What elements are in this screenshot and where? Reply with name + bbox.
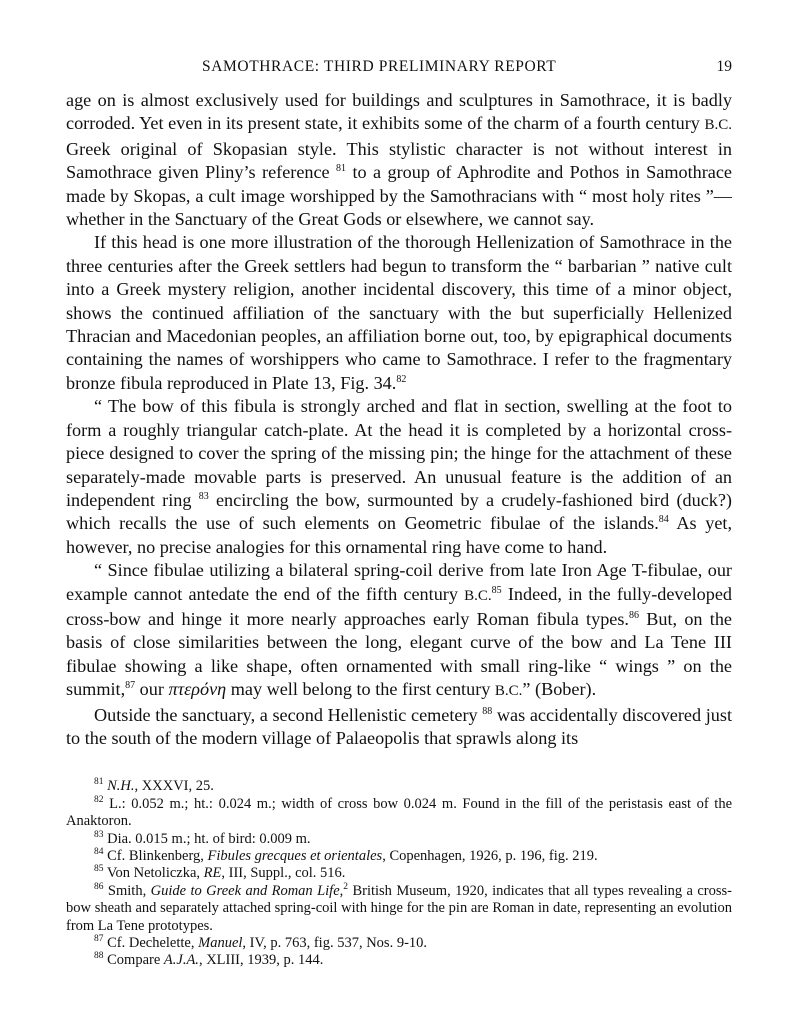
- footnote-text: , XLIII, 1939, p. 144.: [198, 952, 324, 969]
- body-text: [66, 89, 732, 750]
- footnote-83: [66, 831, 732, 848]
- footnote-text: Smith,: [107, 882, 151, 899]
- footnote-text: L.: 0.052 m.; ht.: 0.024 m.; width of cross bow 0.024 m. Found in the fill of the peristasis east of the Anaktoron.: [66, 795, 733, 830]
- footnote-text: Dia. 0.015 m.; ht. of bird: 0.009 m.: [107, 830, 311, 847]
- footnote-text: Cf. Blinkenberg,: [107, 848, 208, 864]
- footnote-text: British Museum, 1920, indicates that all types revealing a cross-bow sheath and separately attached spring-coil with hinge for the pin are Roman in date, representing an evolution from La Tene prototypes.: [66, 882, 733, 934]
- footnote-title: Guide to Greek and Roman Life,: [150, 882, 344, 899]
- footnote-ref-83[interactable]: 83: [198, 490, 209, 502]
- footnote-text: Compare: [107, 952, 164, 969]
- running-title: SAMOTHRACE: THIRD PRELIMINARY REPORT: [202, 58, 557, 75]
- page: [66, 58, 732, 970]
- footnote-ref-87[interactable]: 87: [125, 680, 136, 692]
- era-abbrev: B.C.: [464, 587, 492, 604]
- paragraph-1: age on is almost exclusively used for buildings and sculptures in Samothrace, it is badly corroded. Yet even in its present state, it exhibits some of the charm of a fourth century B.C. Greek original of Skopasian style. This stylistic character is not without interest in Samothrace given Pliny’s reference $^{81}$ to a group of Aphrodite and Pothos in Samothrace made by Skopas, a cult image worshipped by the Samothracians with “ most holy rites ”—whether in the Sanctuary of the Great Gods or elsewhere, we cannot say.: [66, 90, 733, 230]
- paragraph-4: “ Since fibulae utilizing a bilateral spring-coil derive from late Iron Age T-fibulae, our example cannot antedate the end of the fifth century B.C.$^{85}$ Indeed, in the fully-developed cross-bow and hinge it more nearly approaches early Roman fibula types.$^{86}$ But, on the basis of close similarities between the long, elegant curve of the bow and La Tene III fibulae showing a like shape, often ornamented with small ring-like “ wings ” on the summit,$^{87}$ our πτερόνη may well belong to the first century B.C.” (Bober).: [66, 560, 732, 700]
- footnote-title: N.H.: [107, 778, 135, 795]
- footnote-ref-85[interactable]: 85: [491, 584, 502, 596]
- paragraph-3: “ The bow of this fibula is strongly arched and flat in section, swelling at the foot to form a roughly triangular catch-plate. At the head it is completed by a horizontal cross-piece designed to cover the spring of the missing pin; the hinge for the attachment of these separately-made movable parts is preserved. An unusual feature is the addition of an independent ring $^{83}$ encircling the bow, surmounted by a crudely-fashioned bird (duck?) which recalls the use of such elements on Geometric fibulae of the islands.$^{84}$ As yet, however, no precise analogies for this ornamental ring have come to hand.: [66, 396, 732, 557]
- paragraph-5: Outside the sanctuary, a second Hellenistic cemetery $^{88}$ was accidentally discovered just to the south of the modern village of Palaeopolis that sprawls along its: [66, 704, 733, 748]
- footnote-ref-82[interactable]: 82: [396, 373, 407, 385]
- footnote-85: [66, 865, 732, 882]
- page-number: 19: [716, 58, 732, 75]
- footnote-number: 85: [94, 864, 104, 875]
- footnote-text: , IV, p. 763, fig. 537, Nos. 9-10.: [242, 935, 428, 952]
- footnote-number: 88: [94, 951, 104, 962]
- footnote-title: Fibules grecques et orientales: [207, 848, 383, 864]
- footnote-text: , Copenhagen, 1926, p. 196, fig. 219.: [382, 848, 598, 864]
- footnote-82: [66, 796, 732, 831]
- footnote-title: RE: [203, 865, 222, 882]
- footnote-ref-86[interactable]: 86: [628, 609, 639, 621]
- footnote-number: 83: [94, 829, 104, 840]
- footnote-number: 82: [94, 794, 104, 805]
- footnote-text: 2: [343, 881, 349, 892]
- footnote-number: 81: [94, 777, 104, 788]
- footnote-84: [66, 848, 732, 865]
- footnote-title: A.J.A.: [163, 952, 199, 969]
- footnote-number: 84: [94, 847, 104, 858]
- footnote-title: Manuel: [198, 935, 243, 952]
- era-abbrev: B.C.: [494, 683, 523, 700]
- footnote-text: , XXXVI, 25.: [134, 778, 214, 795]
- footnote-ref-88[interactable]: 88: [482, 705, 493, 717]
- footnote-number: 87: [94, 934, 104, 945]
- footnote-ref-81[interactable]: 81: [336, 163, 347, 175]
- footnote-text: , III, Suppl., col. 516.: [221, 865, 346, 882]
- running-header: [66, 58, 732, 80]
- footnote-text: Von Netoliczka,: [106, 865, 204, 882]
- footnote-ref-84[interactable]: 84: [658, 514, 669, 526]
- era-abbrev: B.C.: [704, 117, 732, 134]
- footnote-86: [66, 883, 732, 935]
- footnote-number: 86: [94, 881, 104, 892]
- paragraph-2: If this head is one more illustration of the thorough Hellenization of Samothrace in the three centuries after the Greek settlers had begun to transform the “ barbarian ” native cult into a Greek mystery religion, another incidental discovery, this time of a minor object, shows the continued affiliation of the sanctuary with the but superficially Hellenized Thracian and Macedonian peoples, an affiliation borne out, too, by epigraphical documents containing the names of worshippers who came to Samothrace. I refer to the fragmentary bronze fibula reproduced in Plate 13, Fig. 34.82: [66, 232, 732, 393]
- footnotes: [66, 778, 732, 969]
- footnote-88: [66, 952, 732, 969]
- footnote-81: [66, 778, 732, 795]
- greek-term: πτερόνη: [168, 679, 227, 700]
- footnote-text: Cf. Dechelette,: [107, 935, 199, 952]
- footnote-87: [66, 935, 732, 952]
